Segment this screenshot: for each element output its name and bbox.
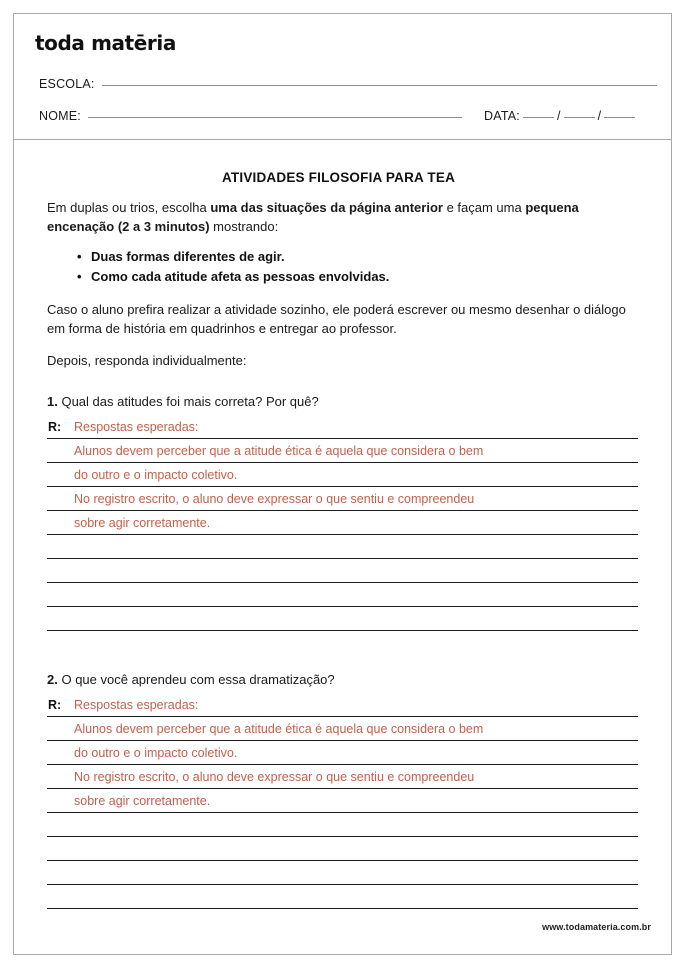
question-1-number: 1. [47, 394, 58, 409]
question-2-number: 2. [47, 672, 58, 687]
respond-individually-paragraph: Depois, responda individualmente: [47, 353, 247, 368]
answer-text: No registro escrito, o aluno deve expressar o que sentiu e compreendeu [74, 770, 475, 784]
answer-text: Respostas esperadas: [74, 698, 199, 712]
answer-line-blank[interactable] [47, 885, 638, 909]
nome-input-line[interactable] [88, 117, 462, 118]
answer-text: sobre agir corretamente. [74, 794, 211, 808]
answer-line[interactable] [47, 741, 638, 765]
page-title: ATIVIDADES FILOSOFIA PARA TEA [221, 170, 456, 185]
data-label: DATA: [483, 109, 520, 123]
answer-line[interactable] [47, 439, 638, 463]
answer-line[interactable] [47, 693, 638, 717]
answer-line[interactable] [47, 789, 638, 813]
brand-logo: toda matēria [35, 31, 176, 55]
worksheet-body [47, 150, 638, 909]
answer-line-blank[interactable] [47, 583, 638, 607]
answer-line-blank[interactable] [47, 559, 638, 583]
answer-line[interactable] [47, 463, 638, 487]
answer-line[interactable] [47, 511, 638, 535]
date-separator-1: / [556, 109, 561, 123]
answer-line-blank[interactable] [47, 535, 638, 559]
answer-text: Alunos devem perceber que a atitude ética é aquela que considera o bem [74, 444, 484, 458]
answer-line-blank[interactable] [47, 837, 638, 861]
question-1-answer-block[interactable] [47, 415, 638, 631]
escola-label: ESCOLA: [39, 77, 95, 91]
escola-field-row [39, 77, 657, 91]
intro-bold-1: uma das situações da página anterior [210, 200, 443, 215]
question-1-heading [47, 394, 638, 409]
intro-paragraph [47, 198, 638, 236]
answer-line[interactable] [47, 487, 638, 511]
data-year-input[interactable] [604, 117, 635, 118]
answer-line[interactable] [47, 415, 638, 439]
question-2-text: O que você aprendeu com essa dramatização? [61, 672, 335, 687]
answer-text: do outro e o impacto coletivo. [74, 468, 238, 482]
data-field-group [484, 109, 638, 123]
answer-label: R: [48, 420, 62, 434]
answer-line-blank[interactable] [47, 607, 638, 631]
answer-line[interactable] [47, 765, 638, 789]
data-day-input[interactable] [523, 117, 554, 118]
data-month-input[interactable] [564, 117, 595, 118]
answer-text: Alunos devem perceber que a atitude ética é aquela que considera o bem [74, 722, 484, 736]
answer-label: R: [48, 698, 62, 712]
answer-text: Respostas esperadas: [74, 420, 199, 434]
worksheet-header [13, 13, 672, 140]
escola-input-line[interactable] [102, 85, 657, 86]
intro-text-3: mostrando: [209, 219, 279, 234]
intro-bold-2: pequena encenação (2 a 3 minutos) [47, 200, 579, 234]
answer-text: do outro e o impacto coletivo. [74, 746, 238, 760]
answer-text: No registro escrito, o aluno deve expressar o que sentiu e compreendeu [74, 492, 475, 506]
question-1-text: Qual das atitudes foi mais correta? Por quê? [61, 394, 319, 409]
alternative-activity-paragraph: Caso o aluno prefira realizar a atividade sozinho, ele poderá escrever ou mesmo desenhar o diálogo em forma de história em quadrinhos e entregar ao professor. [47, 302, 626, 336]
intro-text-1: Em duplas ou trios, escolha [47, 200, 211, 215]
question-2-answer-block[interactable] [47, 693, 638, 909]
answer-line[interactable] [47, 717, 638, 741]
list-item: • Como cada atitude afeta as pessoas envolvidas. [91, 267, 638, 287]
answer-line-blank[interactable] [47, 861, 638, 885]
intro-text-2: e façam uma [442, 200, 526, 215]
list-item: • Duas formas diferentes de agir. [91, 247, 638, 267]
answer-line-blank[interactable] [47, 813, 638, 837]
answer-text: sobre agir corretamente. [74, 516, 211, 530]
nome-label: NOME: [39, 109, 81, 123]
instruction-bullet-list [47, 247, 638, 287]
date-separator-2: / [597, 109, 602, 123]
footer-website-url: www.todamateria.com.br [542, 922, 651, 932]
nome-field-row [39, 109, 657, 123]
question-2-heading [47, 672, 638, 687]
